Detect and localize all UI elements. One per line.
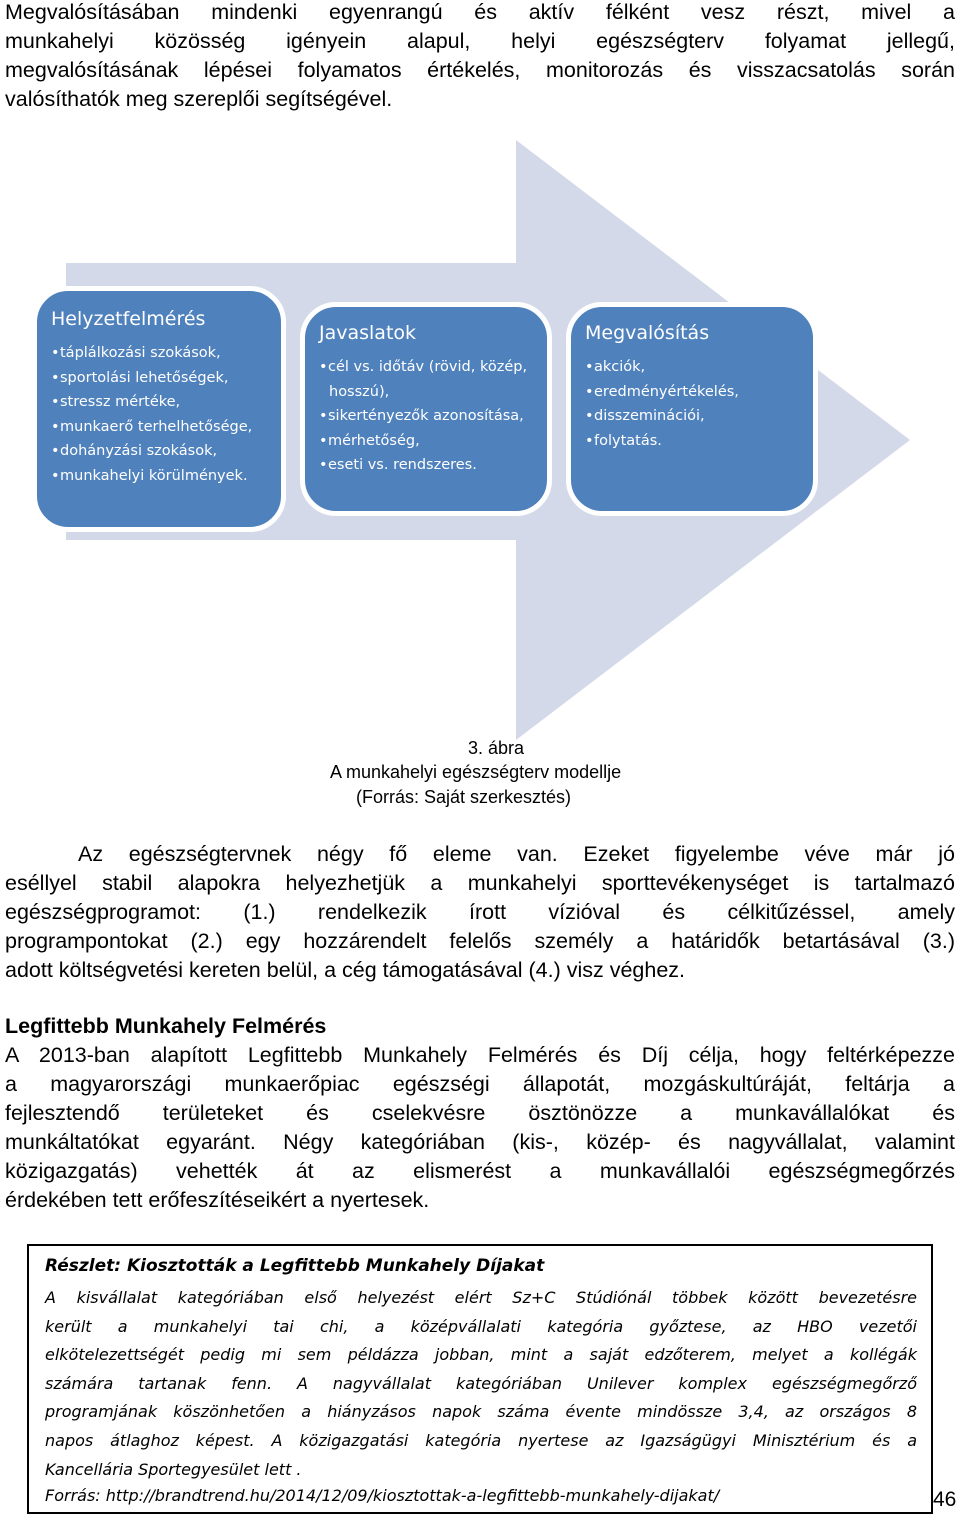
figure-title: A munkahelyi egészségterv modellje bbox=[330, 762, 622, 782]
box-bullet: • sikertényezők azonosítása, bbox=[319, 404, 537, 429]
text-line: elkötelezettségét pedig mi sem példázza jobban, mint a saját edzőterem, melyet a kollégák bbox=[45, 1345, 917, 1365]
section-heading: Legfittebb Munkahely Felmérés bbox=[5, 1014, 327, 1038]
box-bullet: • sportolási lehetőségek, bbox=[51, 366, 271, 391]
box-bullet: • eredményértékelés, bbox=[585, 380, 803, 405]
text-line: Kancellária Sportegyesület lett . bbox=[45, 1459, 302, 1479]
text-line: érdekében tett erőfeszítéseikért a nyertesek. bbox=[5, 1188, 430, 1212]
box-title: Javaslatok bbox=[319, 322, 417, 344]
text-line: valósíthatók meg szereplői segítségével. bbox=[5, 87, 393, 111]
box-bullet: • stressz mértéke, bbox=[51, 390, 271, 415]
box-bullet: • disszeminációi, bbox=[585, 404, 803, 429]
box-bullet: • cél vs. időtáv (rövid, közép, bbox=[319, 355, 537, 380]
text-line: adott költségvetési kereten belül, a cég támogatásával (4.) visz véghez. bbox=[5, 958, 686, 982]
text-line: munkáltatókat egyaránt. Négy kategóriában (kis-, közép- és nagyvállalat, valamint bbox=[5, 1130, 955, 1154]
text-line: a magyarországi munkaerőpiac egészségi állapotát, mozgáskultúráját, feltárja a bbox=[5, 1072, 955, 1096]
excerpt-source-link[interactable]: Forrás: http://brandtrend.hu/2014/12/09/kiosztottak-a-legfittebb-munkahely-dijakat/ bbox=[45, 1486, 720, 1505]
excerpt-title: Részlet: Kiosztották a Legfittebb Munkahely Díjakat bbox=[45, 1256, 545, 1276]
text-line: napos átlaghoz képest. A közigazgatási kategória nyertese az Igazságügyi Minisztérium és a bbox=[45, 1430, 917, 1450]
box-bullet: • mérhetőség, bbox=[319, 429, 537, 454]
box-title: Helyzetfelmérés bbox=[51, 308, 206, 330]
text-line: A kisvállalat kategóriában első helyezést elért Sz+C Stúdiónál többek között bevezetésre bbox=[45, 1288, 917, 1307]
elements-paragraph bbox=[5, 840, 955, 985]
figure-number: 3. ábra bbox=[468, 738, 525, 758]
text-line: megvalósításának lépései folyamatos értékelés, monitorozás és visszacsatolás során bbox=[5, 58, 955, 82]
implementation-box bbox=[566, 302, 818, 516]
box-bullet: • akciók, bbox=[585, 355, 803, 380]
text-line: került a munkahelyi tai chi, a középvállalati kategória győztese, az HBO vezetői bbox=[45, 1316, 917, 1336]
figure-source: (Forrás: Saját szerkesztés) bbox=[356, 787, 572, 807]
assessment-box bbox=[32, 286, 286, 532]
box-bullet: • eseti vs. rendszeres. bbox=[319, 453, 537, 478]
excerpt-body bbox=[45, 1284, 917, 1484]
survey-paragraph bbox=[5, 1041, 955, 1215]
text-line: programpontokat (2.) egy hozzárendelt felelős személy a határidők betartásával (3.) bbox=[5, 929, 955, 953]
text-line: egészségprogramot: (1.) rendelkezik írott vízióval és célkitűzéssel, amely bbox=[5, 900, 955, 924]
box-bullet: • folytatás. bbox=[585, 429, 803, 454]
box-bullet: • munkaerő terhelhetősége, bbox=[51, 415, 271, 440]
text-line: munkahelyi közösség igényein alapul, helyi egészségterv folyamat jellegű, bbox=[5, 29, 955, 53]
box-bullet: • munkahelyi körülmények. bbox=[51, 464, 271, 489]
text-line: programjának köszönhetően a hiányzásos napok száma évente mindössze 3,4, az országos 8 bbox=[45, 1402, 917, 1422]
box-title: Megvalósítás bbox=[585, 322, 710, 344]
text-line: A 2013-ban alapított Legfittebb Munkahely Felmérés és Díj célja, hogy feltérképezze bbox=[5, 1043, 955, 1067]
recommendations-box bbox=[300, 302, 552, 516]
text-line: számára tartanak fenn. A nagyvállalat kategóriában Unilever komplex egészségmegőrző bbox=[45, 1373, 917, 1393]
box-bullet: • dohányzási szokások, bbox=[51, 439, 271, 464]
text-line: eséllyel stabil alapokra helyezhetjük a munkahelyi sporttevékenységet is tartalmazó bbox=[5, 871, 955, 895]
page-number: 46 bbox=[933, 1488, 957, 1511]
text-line: közigazgatás) vehették át az elismerést a munkavállalói egészségmegőrzés bbox=[5, 1159, 955, 1183]
excerpt-box bbox=[27, 1244, 933, 1514]
health-plan-diagram bbox=[0, 0, 960, 740]
text-line: Megvalósításában mindenki egyenrangú és aktív félként vesz részt, mivel a bbox=[5, 0, 955, 24]
text-line: Az egészségtervnek négy fő eleme van. Ezeket figyelembe véve már jó bbox=[78, 842, 955, 866]
text-line: fejlesztendő területeket és cselekvésre ösztönözze a munkavállalókat és bbox=[5, 1101, 955, 1125]
box-bullet-continuation: hosszú), bbox=[329, 383, 390, 400]
box-bullet: • táplálkozási szokások, bbox=[51, 341, 271, 366]
